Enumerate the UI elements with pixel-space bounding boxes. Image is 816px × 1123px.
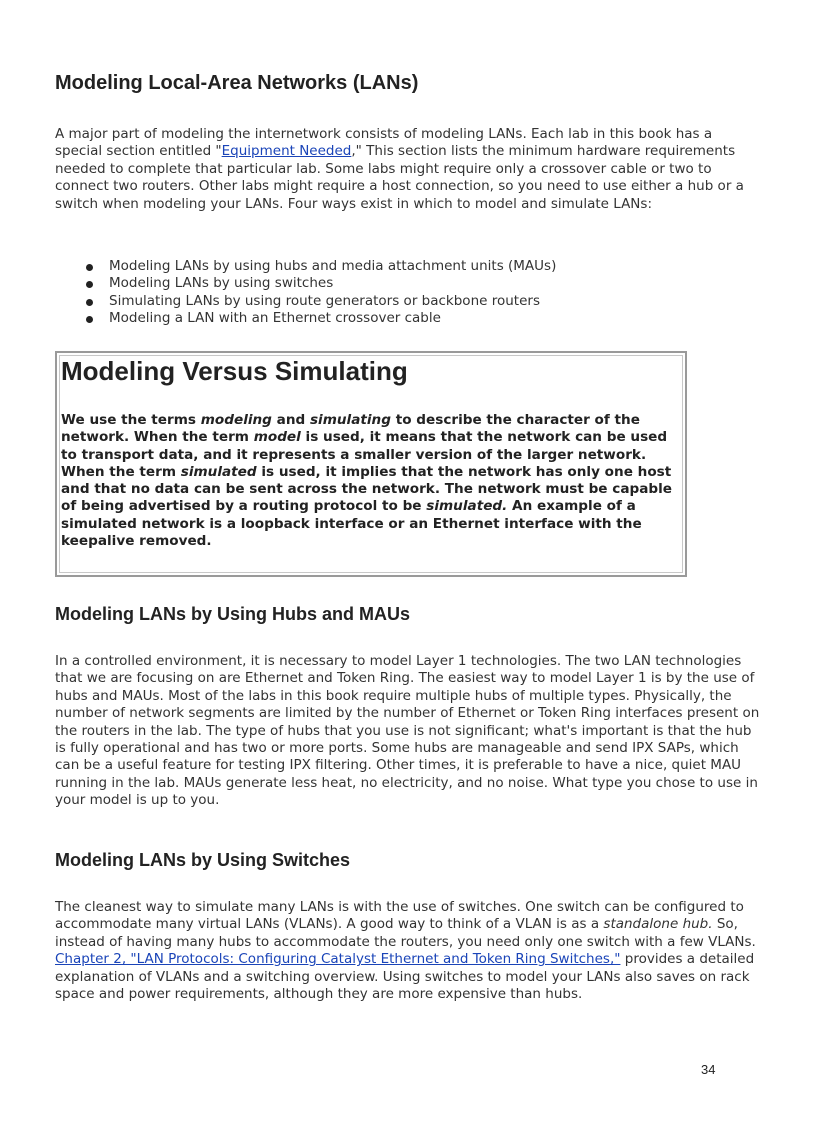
sidebar-text-part: is used, it means that the network can be used to transport data, and it represents a smaller version of the larger network. When the term xyxy=(61,429,668,480)
switches-heading: Modeling LANs by Using Switches xyxy=(55,850,351,870)
sidebar-text-part: and xyxy=(271,412,310,428)
switches-text-2: So, instead of having many hubs to accommodate the routers, you need only one switch with a few VLANs. xyxy=(55,916,756,950)
equipment-needed-link[interactable]: Equipment Needed xyxy=(221,143,352,160)
switches-text-3: provides a detailed explanation of VLANs and a switching overview. Using switches to model your LANs also saves on rack space and power requirements, although they are more expensive than hubs. xyxy=(55,951,755,1003)
hubs-paragraph: In a controlled environment, it is necessary to model Layer 1 technologies. The two LAN technologies that we are focusing on are Ethernet and Token Ring. The easiest way to model Layer 1 is by the use of hubs and MAUs. Most of the labs in this book require multiple hubs of multiple types. Physically, the number of network segments are limited by the number of Ethernet or Token Ring interfaces present on the routers in the lab. The type of hubs that you use is not significant; what's important is that the hub is fully operational and has two or more ports. Some hubs are manageable and send IPX SAPs, which can be a useful feature for testing IPX filtering. Other times, it is preferable to have a nice, quiet MAU running in the lab. MAUs generate less heat, no electricity, and no noise. What type you chose to use in your model is up to you. xyxy=(55,653,760,809)
list-item: Modeling a LAN with an Ethernet crossover cable xyxy=(85,310,556,327)
main-heading: Modeling Local-Area Networks (LANs) xyxy=(55,72,419,94)
sidebar-title: Modeling Versus Simulating xyxy=(61,356,408,386)
sidebar-text-part: We use the terms xyxy=(61,412,201,428)
sidebar-text xyxy=(61,412,683,550)
intro-paragraph xyxy=(55,126,763,213)
hubs-heading: Modeling LANs by Using Hubs and MAUs xyxy=(55,604,411,624)
switches-emphasis: standalone hub. xyxy=(603,916,713,933)
intro-text-2: ," This section lists the minimum hardware requirements needed to complete that particular lab. Some labs might require only a crossover cable or two to connect two routers. Other labs might require a host connection, so you need to use either a hub or a switch when modeling your LANs. Four ways exist in which to model and simulate LANs: xyxy=(55,143,744,212)
sidebar-text-part: to describe the character of the network. When the term xyxy=(61,412,640,446)
sidebar-emphasis: model xyxy=(253,429,301,446)
sidebar-box xyxy=(55,351,687,577)
intro-text-1: A major part of modeling the internetwork consists of modeling LANs. Each lab in this book has a special section entitled " xyxy=(55,126,713,160)
sidebar-emphasis: modeling xyxy=(200,412,272,428)
list-item: Modeling LANs by using hubs and media attachment units (MAUs) xyxy=(85,258,556,275)
lan-methods-list xyxy=(85,258,556,328)
switches-paragraph xyxy=(55,899,763,1003)
sidebar-emphasis: simulating xyxy=(309,412,391,428)
sidebar-emphasis: simulated. xyxy=(426,498,508,515)
chapter-2-link[interactable]: Chapter 2, "LAN Protocols: Configuring Catalyst Ethernet and Token Ring Switches," xyxy=(55,951,621,968)
switches-text-1: The cleanest way to simulate many LANs is with the use of switches. One switch can be configured to accommodate many virtual LANs (VLANs). A good way to think of a VLAN is as a xyxy=(55,899,744,933)
sidebar-text-part: is used, it implies that the network has only one host and that no data can be sent across the network. The network must be capable of being advertised by a routing protocol to be xyxy=(61,463,673,515)
list-item: Simulating LANs by using route generators or backbone routers xyxy=(85,293,556,310)
page-number: 34 xyxy=(701,1062,716,1077)
sidebar-emphasis: simulated xyxy=(180,463,257,480)
sidebar-text-part: An example of a simulated network is a loopback interface or an Ethernet interface with the keepalive removed. xyxy=(61,498,642,550)
list-item: Modeling LANs by using switches xyxy=(85,275,556,292)
